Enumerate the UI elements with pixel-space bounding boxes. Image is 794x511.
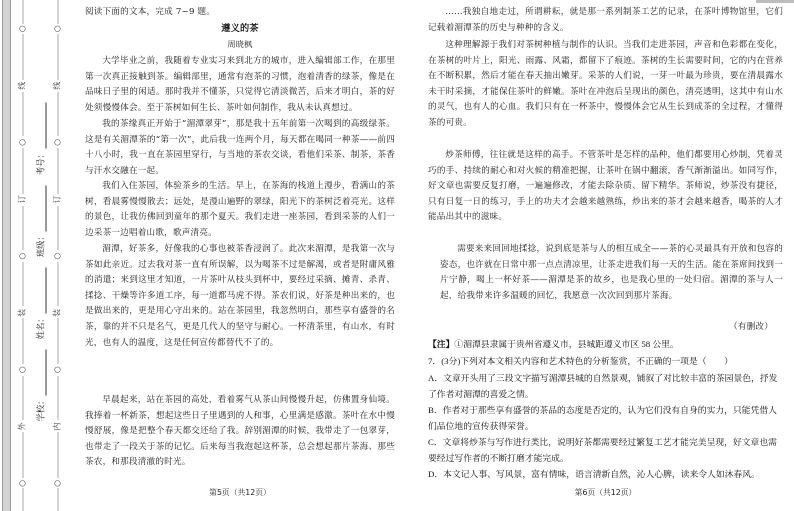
binding-mark: 线 (17, 81, 26, 90)
field-underline (36, 267, 46, 313)
reading-instruction: 阅读下面的文本，完成 7~9 题。 (85, 7, 216, 17)
field-label: 姓名： (35, 313, 45, 339)
binding-mark: ○ (52, 479, 61, 487)
binding-mark: ○ (17, 252, 26, 260)
passage-author: 周晓枫 (227, 39, 253, 49)
page-5 (85, 0, 395, 511)
passage-paragraph: 我们入住茶园，体验茶乡的生活。早上，在茶海的栈道上漫步，看满山的茶树，看晨雾慢慢散去；远处，是漫山遍野的翠绿，阳光下的茶树泛着亮光。这样的景色，让我仿佛回到童年的那个夏天。我们走进一座茶园，看到采茶的人们一边采茶一边唱着山歌，歌声清亮。 (85, 181, 395, 238)
page-number: 第5页（共12页） (209, 488, 271, 497)
binding-mark: ○ (52, 138, 61, 146)
student-info-fields (34, 0, 46, 511)
field-label: 班级： (35, 231, 45, 257)
binding-mark: ○ (52, 365, 61, 373)
passage-title: 遵义的茶 (221, 23, 259, 34)
field-underline (36, 185, 46, 231)
binding-mark: 内 (52, 422, 61, 431)
binding-mark: 订 (17, 194, 26, 203)
passage-paragraph: 大学毕业之前，我随着专业实习来到北方的城市，进入编辑部工作，在那里第一次真正接触到茶。编辑部里，通常有泡茶的习惯，泡着清香的绿茶，像是在品味日子里的闲适。那时我并不懂茶，只觉得它清淡微苦，后来才明白，茶的好处须慢慢体会。至于茶树如何生长、茶叶如何制作，我从未认真想过。 (85, 56, 395, 113)
binding-mark: ○ (17, 479, 26, 487)
passage-paragraph: 炒茶师傅，往往就是这样的高手。不管茶叶是怎样的品种，他们都要用心炒制，凭着灵巧的手、持续的耐心和对火候的精准把握，让茶叶在锅中翻滚，香气渐渐溢出。如同写作，好文章也需要反复打磨，一遍遍修改，才能去除杂质、留下精华。茶师说，炒茶没有捷径，只有日复一日的练习，手上的功夫才会越来越熟练，炒出来的茶才会越来越香，喝茶的人才能品出其中的滋味。 (428, 150, 783, 223)
inner-binding-line (51, 0, 63, 511)
field-underline (36, 103, 46, 149)
annotation-text: ①湄潭县隶属于贵州省遵义市，县城距遵义市区 58 公里。 (454, 339, 679, 349)
binding-mark: 线 (52, 81, 61, 90)
binding-mark: ○ (17, 138, 26, 146)
option-c: C．文章将炒茶与写作进行类比，说明好茶都需要经过繁复工艺才能完美呈现，好文章也需要经过写作者的不断打磨才能完成。 (428, 437, 777, 463)
passage-paragraph: 早晨起来，站在茶园的高处，看着雾气从茶山间慢慢升起，仿佛置身仙境。我捧着一杯新茶，想起这些日子里遇到的人和事，心里满是感激。茶叶在水中慢慢舒展，像是把整个春天都交还给了我。辞别湄潭的时候，我带走了一包翠芽，也带走了一段关于茶的记忆。后来每当我泡起这杯茶，总会想起那片茶海、那些茶农，和那段清澈的时光。 (85, 395, 395, 468)
binding-gutter (2, 0, 11, 511)
passage-paragraph: 我的茶缘真正开始于“湄潭翠芽”，那是我十五年前第一次喝到的高级绿茶。这是有关湄潭茶的“第一次”，此后我一连两个月，每天都在喝同一种茶——前四十八小时，我一直在茶园里穿行，与当地的茶农交谈，看他们采茶、制茶，茶香与汗水交融在一起。 (85, 119, 395, 176)
passage-quote-block: 需要来来回回地揉捻，说到底是茶与人的相互成全——茶的心灵最具有开放和包容的姿态，也许就在日常中那一点点清凉里，让茶走进我们每一天的生活。能在茶席间找到一片宁静，喝上一杯好茶——湄潭是茶的故乡，也是我心里的一处归宿。湄潭的茶与人一起，给我带来许多温暖的回忆，我愿意一次次回到那片茶海。 (440, 244, 783, 301)
binding-mark: 装 (17, 308, 26, 317)
field-name (34, 267, 46, 339)
binding-mark: ○ (17, 24, 26, 32)
field-label: 考号： (35, 149, 45, 175)
option-b: B．作者对于那些享有盛誉的茶品的态度是否定的，认为它们没有自身的实力，只能凭借人们品位地的宣传获得荣誉。 (428, 405, 777, 431)
page-number: 第6页（共12页） (574, 488, 637, 497)
option-a: A．文章开头用了三段文字描写湄潭县城的自然景观，铺叙了对比较丰富的茶园景色，抒发了作者对湄潭的喜爱之情。 (428, 373, 778, 399)
annotation-tag: 【注】 (428, 339, 455, 349)
passage-paragraph: 湄潭，好茶多，好像我的心事也被茶香浸润了。此次来湄潭，是我第一次与茶如此亲近。过去我对茶一直有所误解，以为喝茶不过是解渴，或者是附庸风雅的消遣；来到这里才知道，一片茶叶从枝头到杯中，要经过采摘、摊青、杀青、揉捻、干燥等许多道工序，每一道都马虎不得。茶农们说，好茶是种出来的，也是做出来的，更是用心守出来的。站在茶园里，我忽然明白，那些享有盛誉的名茶，靠的并不只是名气，更是几代人的坚守与耐心。一杯清茶里，有山水，有时光，也有人的温度，这是任何宣传都替代不了的。 (85, 244, 395, 348)
field-label: 学校： (35, 395, 45, 421)
field-school (34, 349, 46, 421)
page-6 (428, 0, 783, 511)
binding-mark: 外 (17, 422, 26, 431)
question-stem: 7．(3分)下列对本文相关内容和艺术特色的分析鉴赏，不正确的一项是（ ） (428, 356, 733, 366)
passage-paragraph: ……我独自地走过，所谓耕耘，就是那一系列制茶工艺的记录，在茶叶博物馆里，它们记载着湄潭茶的历史与种种的含义。 (428, 7, 783, 33)
field-class (34, 185, 46, 257)
field-exam-number (34, 103, 46, 175)
binding-mark: ○ (17, 365, 26, 373)
binding-mark: 装 (52, 308, 61, 317)
binding-mark: 订 (52, 194, 61, 203)
field-underline (36, 349, 46, 395)
passage-paragraph: 这种理解源于我们对茶树种植与制作的认识。当我们走进茶园，声音和色彩都在变化，在茶树的叶片上，阳光、雨露、风霜，都留下了痕迹。茶树的生长需要时间，它的内在营养在不断积累，然后才能在春天抽出嫩芽。采茶的人们说，一芽一叶最为珍贵，要在清晨露水未干时采摘，才能保住茶叶的鲜嫩。茶叶在冲泡后呈现出的颜色，清亮透明，这其中有山水的灵气，也有人的心血。我们只有在一杯茶中，慢慢体会它从生长到成茶的全过程，才懂得茶的可贵。 (428, 40, 783, 128)
binding-mark: ○ (52, 252, 61, 260)
source-note: （有删改） (729, 322, 773, 332)
option-d: D．本文记人事、写风景，富有情味，语言清新自然，沁人心脾，读来令人如沐春风。 (428, 469, 760, 479)
annotation (428, 337, 783, 353)
binding-mark: ○ (52, 24, 61, 32)
outer-binding-line (16, 0, 28, 511)
